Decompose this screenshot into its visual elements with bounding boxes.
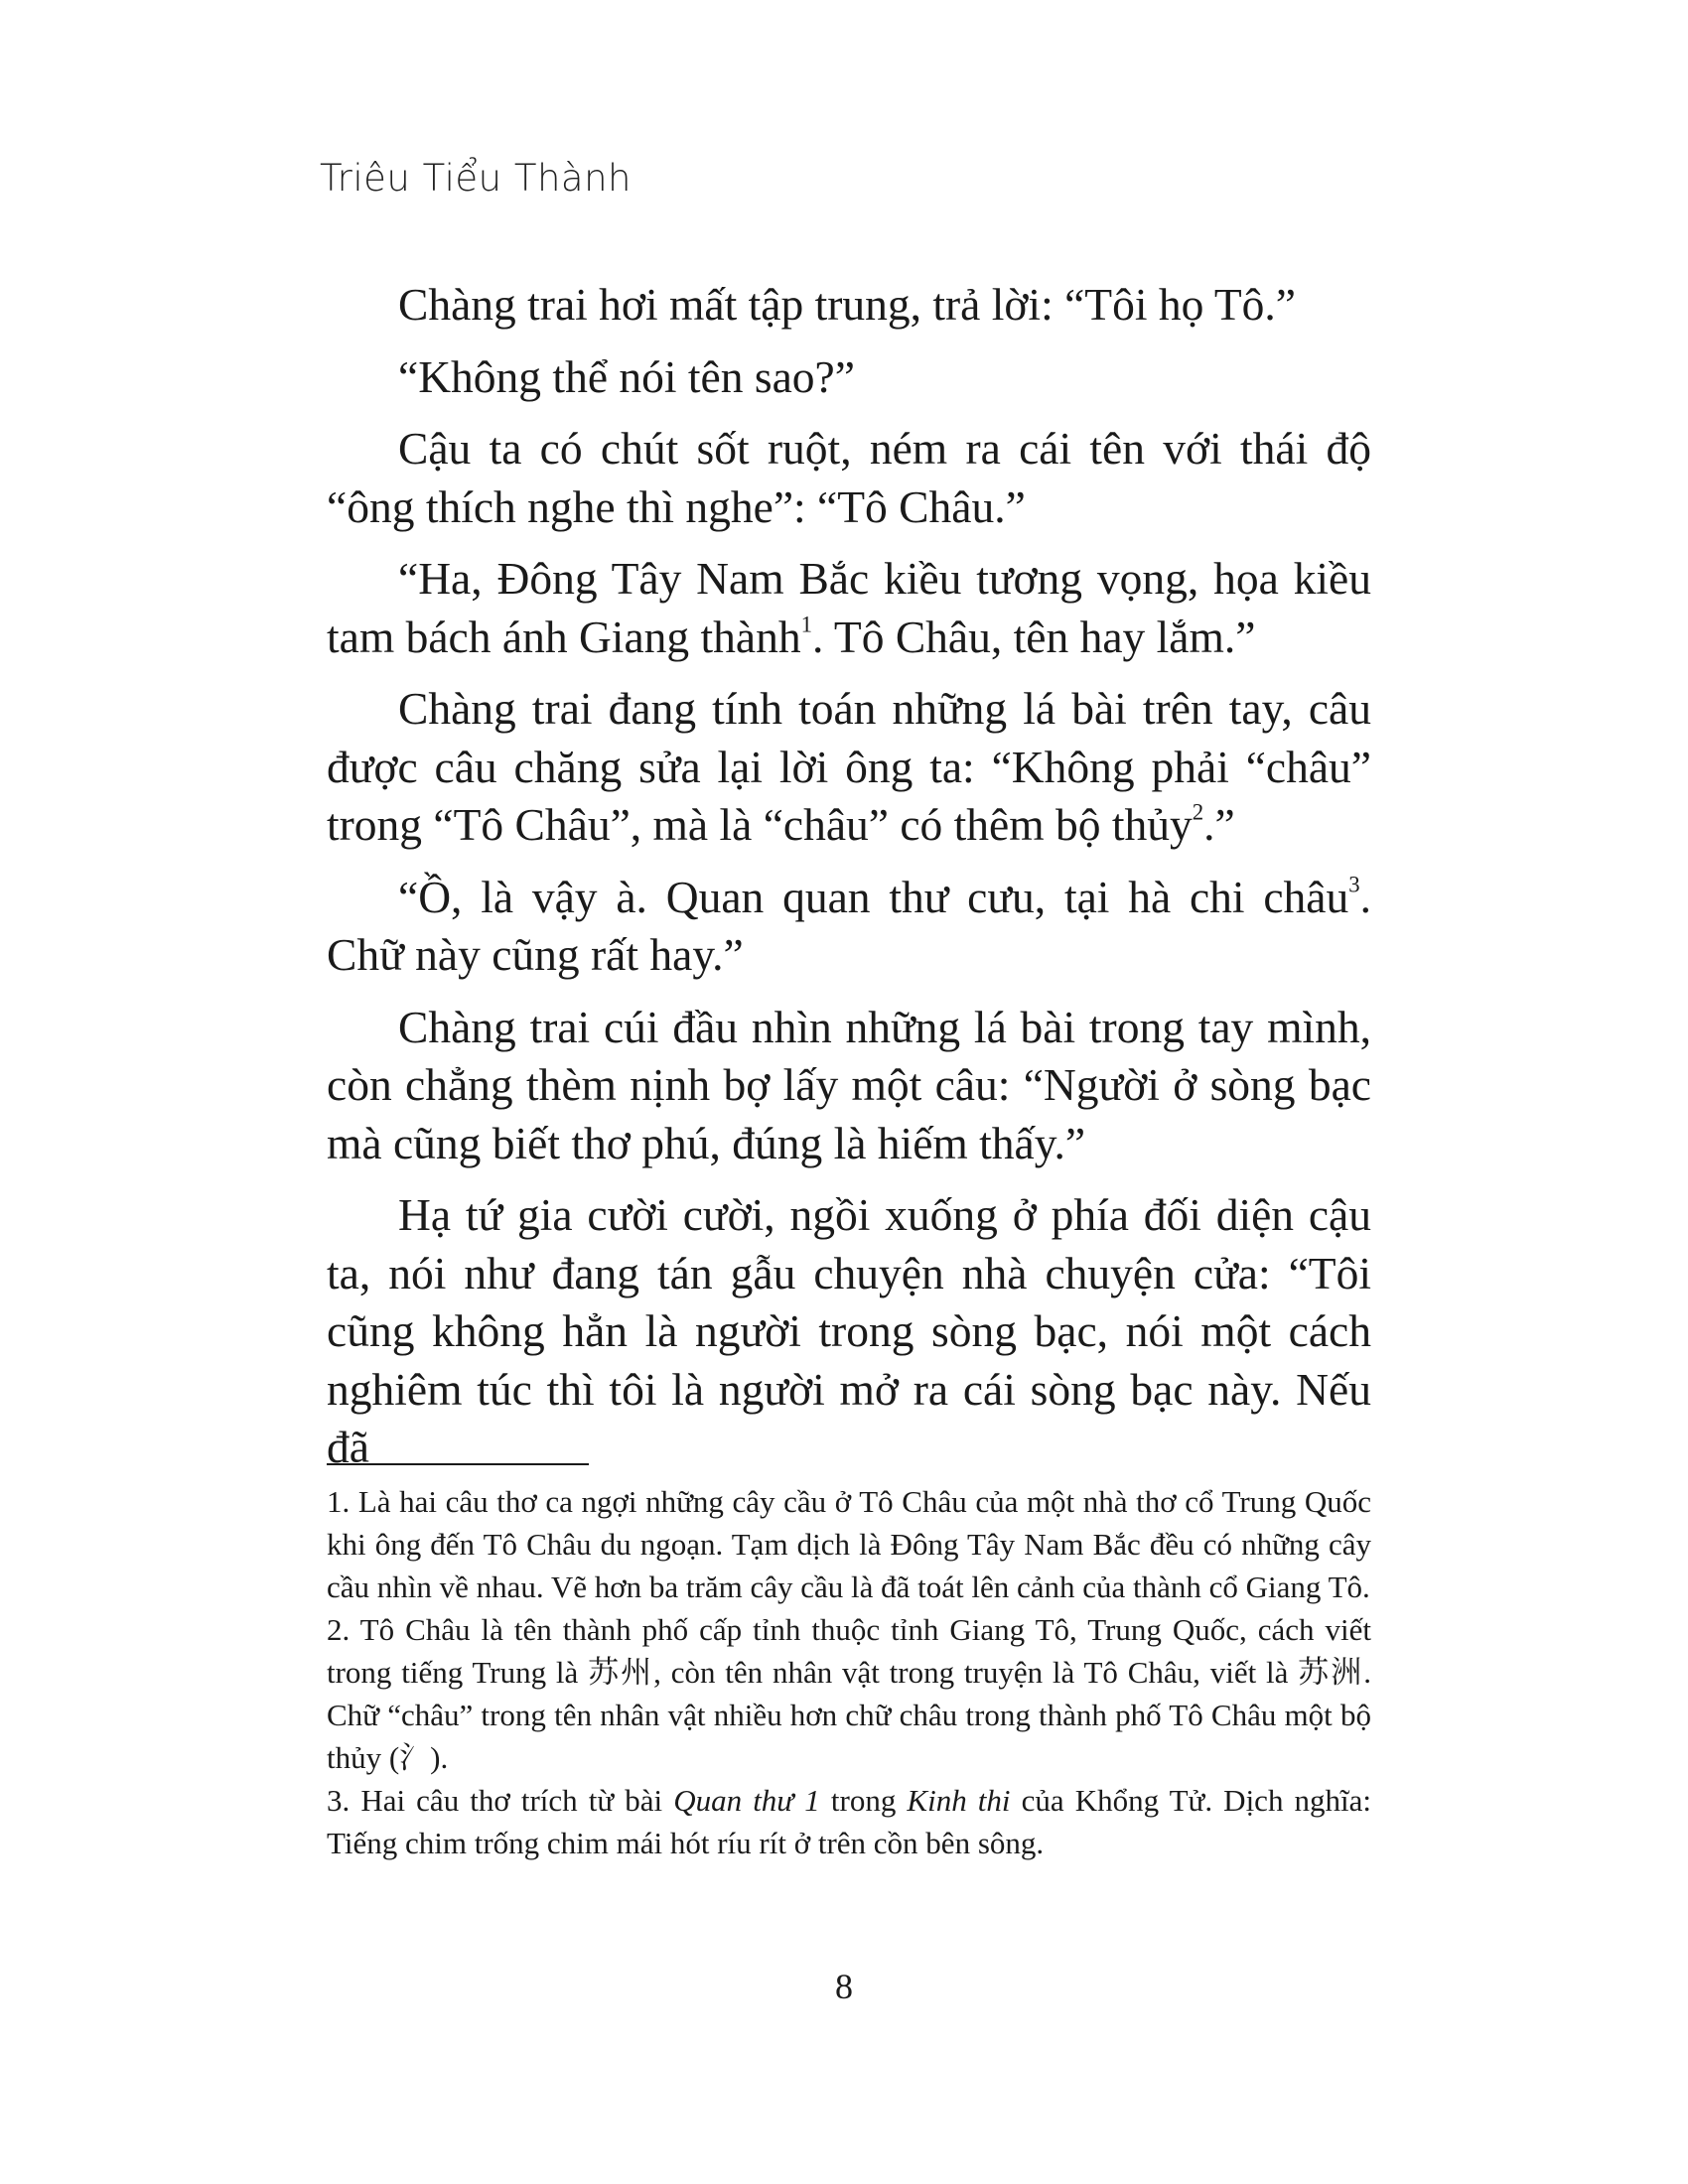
footnote-3	[327, 1779, 1371, 1864]
paragraph-4-text-after: . Tô Châu, tên hay lắm.”	[811, 611, 1256, 662]
footnote-ref-2: 2	[1192, 799, 1204, 825]
footnote-ref-1: 1	[800, 612, 812, 637]
paragraph-6-text-before: “Ồ, là vậy à. Quan quan thư cưu, tại hà chi châu	[398, 871, 1349, 922]
footnote-3-book-title: Kinh thi	[907, 1783, 1011, 1818]
paragraph-3: Cậu ta có chút sốt ruột, ném ra cái tên với thái độ “ông thích nghe thì nghe”: “Tô Châu.”	[327, 423, 1371, 532]
running-header: Triêu Tiểu Thành	[320, 157, 632, 200]
footnote-2: 2. Tô Châu là tên thành phố cấp tỉnh thuộc tỉnh Giang Tô, Trung Quốc, cách viết trong tiếng Trung là 苏州, còn tên nhân vật trong truyện là Tô Châu, viết là 苏洲. Chữ “châu” trong tên nhân vật nhiều hơn chữ châu trong thành phố Tô Châu một bộ thủy (氵).	[327, 1612, 1371, 1775]
footnote-3-poem-title: Quan thư 1	[673, 1783, 820, 1818]
body-text	[327, 276, 1371, 1477]
footnote-ref-3: 3	[1348, 872, 1360, 897]
page-number: 8	[835, 1967, 853, 2006]
paragraph-4-text-before: “Ha, Đông Tây Nam Bắc kiều tương vọng, họa kiều tam bách ánh Giang thành	[327, 553, 1371, 662]
paragraph-5-text-after: .”	[1203, 799, 1235, 850]
paragraph-1: Chàng trai hơi mất tập trung, trả lời: “Tôi họ Tô.”	[398, 279, 1297, 330]
paragraph-6-text-after: . Chữ này cũng rất hay.”	[327, 871, 1371, 980]
paragraph-4	[327, 550, 1371, 666]
paragraph-2: “Không thể nói tên sao?”	[398, 350, 855, 402]
footnote-1: 1. Là hai câu thơ ca ngợi những cây cầu ở Tô Châu của một nhà thơ cổ Trung Quốc khi ông đến Tô Châu du ngoạn. Tạm dịch là Đông Tây Nam Bắc đều có những cây cầu nhìn về nhau. Vẽ hơn ba trăm cây cầu là đã toát lên cảnh của thành cổ Giang Tô.	[327, 1484, 1371, 1604]
footnote-divider	[327, 1463, 589, 1465]
paragraph-5	[327, 680, 1371, 855]
footnote-3-tail: của Khổng Tử. Dịch nghĩa: Tiếng chim trống chim mái hót ríu rít ở trên cồn bên sông.	[327, 1783, 1372, 1860]
footnotes	[327, 1480, 1371, 1864]
paragraph-7: Chàng trai cúi đầu nhìn những lá bài trong tay mình, còn chẳng thèm nịnh bợ lấy một câu: “Người ở sòng bạc mà cũng biết thơ phú, đúng là hiếm thấy.”	[327, 1001, 1371, 1168]
paragraph-5-text-before: Chàng trai đang tính toán những lá bài trên tay, câu được câu chăng sửa lại lời ông ta: “Không phải “châu” trong “Tô Châu”, mà là “châu” có thêm bộ thủy	[327, 683, 1371, 850]
paragraph-8: Hạ tứ gia cười cười, ngồi xuống ở phía đối diện cậu ta, nói như đang tán gẫu chuyện nhà chuyện cửa: “Tôi cũng không hẳn là người trong sòng bạc, nói một cách nghiêm túc thì tôi là người mở ra cái sòng bạc này. Nếu đã	[327, 1189, 1371, 1472]
footnote-3-connector: trong	[819, 1783, 908, 1818]
footnote-3-lead: 3. Hai câu thơ trích từ bài	[327, 1783, 674, 1818]
paragraph-6	[327, 869, 1371, 985]
